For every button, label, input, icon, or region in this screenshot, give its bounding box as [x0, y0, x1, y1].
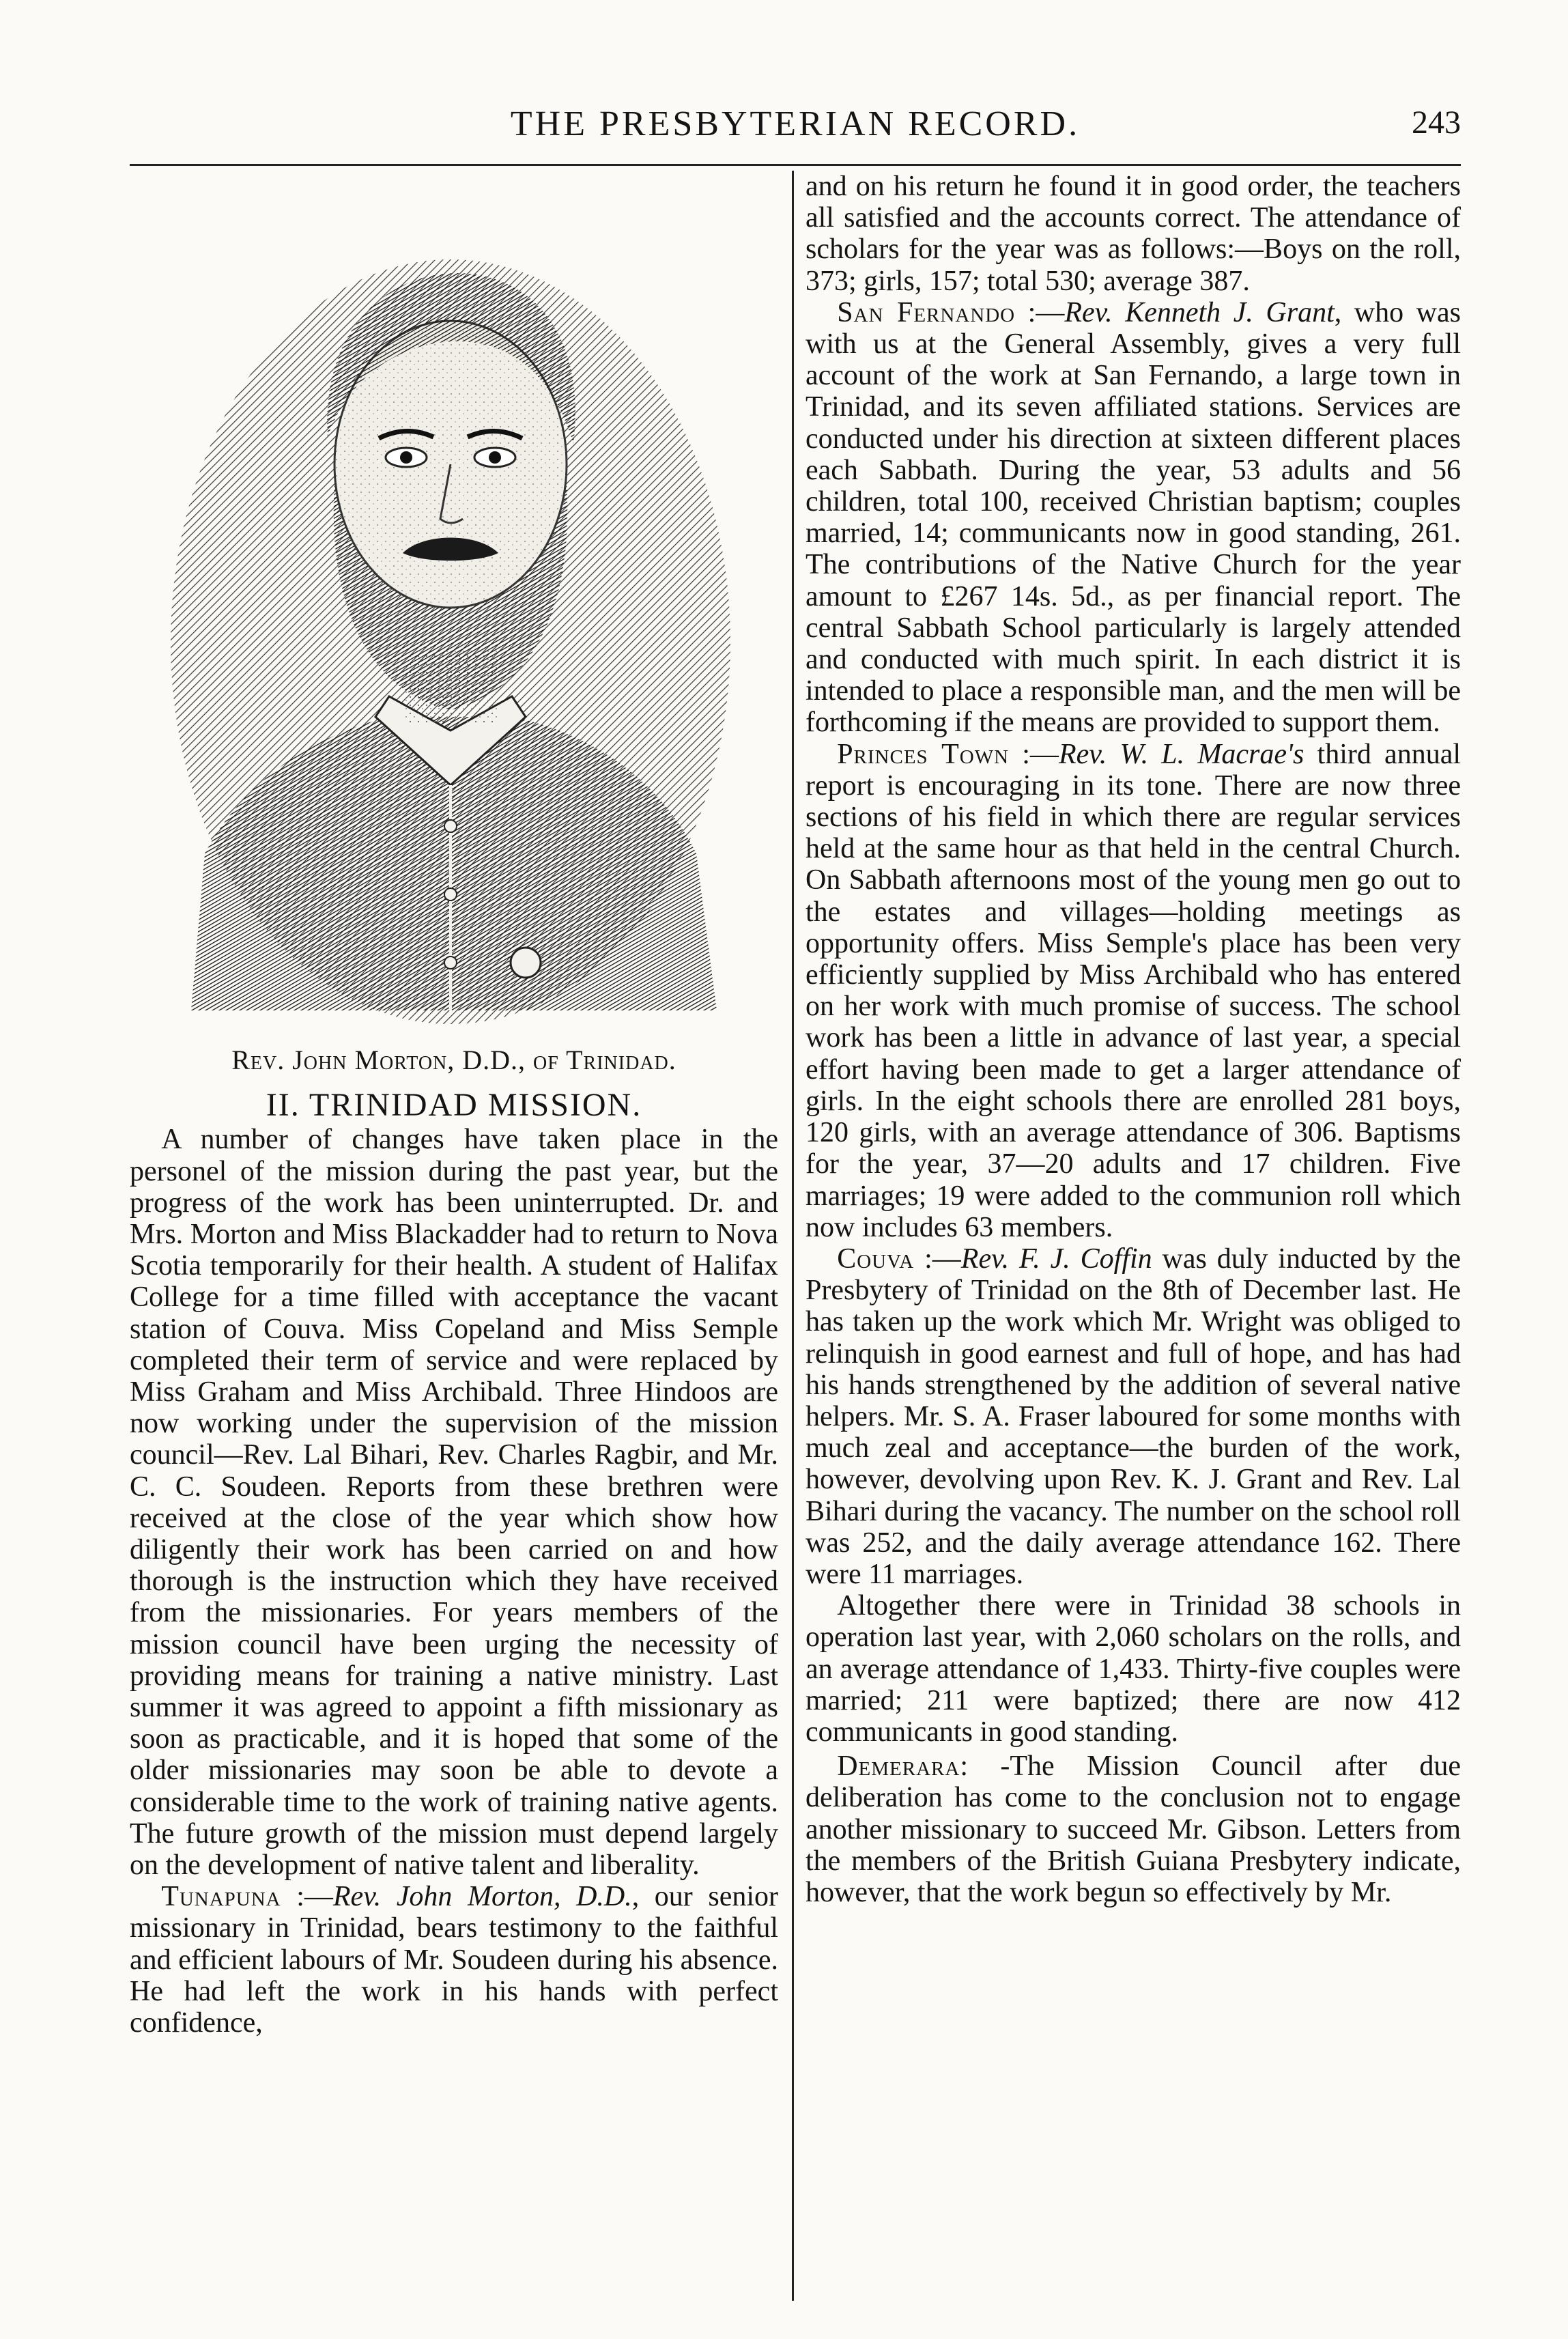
- tunapuna-text: , our senior missionary in Trinidad, bears testimony to the faithful and efficient labours of Mr. Soudeen during his absence. He had left the work in his hands with perfect confidence,: [130, 1881, 779, 2039]
- header-rule: [130, 164, 1461, 166]
- princes-town-author: Rev. W. L. Macrae's: [1058, 738, 1305, 770]
- princes-town-paragraph: Princes Town :—Rev. W. L. Macrae's third annual report is encouraging in its tone. There are now three sections of his field in which there are regular services held at the same hour as that held in the central Church. On Sabbath afternoons most of the young men go out to the estates and villages—holding meetings as opportunity offers. Miss Semple's place has been very efficiently supplied by Miss Archibald who has entered on her work with much promise of success. The school work has been a little in advance of last year, a special effort having been made to get a larger attendance of girls. In the eight schools there are enrolled 281 boys, 120 girls, with an average attendance of 306. Baptisms for the year, 37—20 adults and 17 children. Five marriages; 19 were added to the communion roll which now includes 63 members.: [806, 738, 1462, 1243]
- portrait-engraving: [130, 171, 778, 1045]
- continuation-paragraph: and on his return he found it in good order, the teachers all satisfied and the accounts correct. The attendance of scholars for the year was as follows:—Boys on the roll, 373; girls, 157; total 530; average 387.: [806, 171, 1461, 297]
- couva-paragraph: Couva :—Rev. F. J. Coffin was duly inducted by the Presbytery of Trinidad on the 8th of December last. He has taken up the work which Mr. Wright was obliged to relinquish in good earnest and full of hope, and has had his hands strengthened by the addition of several native helpers. Mr. S. A. Fraser laboured for some months with much zeal and acceptance—the burden of the work, however, devolving upon Rev. K. J. Grant and Rev. Lal Bihari during the vacancy. The number on the school roll was 252, and the daily average attendance 162. There were 11 marriages.: [806, 1243, 1461, 1590]
- san-fernando-paragraph: San Fernando :—Rev. Kenneth J. Grant, who was with us at the General Assembly, gives a very full account of the work at San Fernando, a large town in Trinidad, and its seven affiliated stations. Services are conducted under his direction at sixteen different places each Sabbath. During the year, 53 adults and 56 children, total 100, received Christian baptism; couples married, 14; communicants now in good standing, 261. The contributions of the Native Church for the year amount to £267 14s. 5d., as per financial report. The central Sabbath School particularly is largely attended and conducted with much spirit. In each district it is intended to place a responsible man, and the men will be forthcoming if the means are provided to support them.: [806, 296, 1461, 739]
- tunapuna-author: Rev. John Morton, D.D.: [332, 1881, 632, 1913]
- san-fernando-author: Rev. Kenneth J. Grant: [1064, 296, 1335, 328]
- demerara-paragraph: [806, 1750, 1461, 1908]
- summary-paragraph: Altogether there were in Trinidad 38 schools in operation last year, with 2,060 scholars on the rolls, and an average attendance of 1,433. Thirty-five couples were married; 211 were baptized; there are now 412 communicants in good standing.: [806, 1590, 1461, 1748]
- couva-author: Rev. F. J. Coffin: [960, 1243, 1152, 1275]
- portrait-illustration: [130, 171, 778, 1045]
- demerara-label: Demerara: [837, 1750, 960, 1783]
- princes-town-text: third annual report is encouraging in its tone. There are now three sections of his field in which there are regular services held at the same hour as that held in the central Church. On Sabbath afternoons most of the young men go out to the estates and villages—holding meetings as opportunity offers. Miss Semple's place has been very efficiently supplied by Miss Archibald who has entered on her work with much promise of success. The school work has been a little in advance of last year, a special effort having been made to get a larger attendance of girls. In the eight schools there are enrolled 281 boys, 120 girls, with an average attendance of 306. Baptisms for the year, 37—20 adults and 17 children. Five marriages; 19 were added to the communion roll which now includes 63 members.: [806, 738, 1462, 1243]
- princes-town-label: Princes Town: [837, 738, 1010, 770]
- tunapuna-paragraph: Tunapuna :—Rev. John Morton, D.D., our senior missionary in Trinidad, bears testimony to the faithful and efficient labours of Mr. Soudeen during his absence. He had left the work in his hands with perfect confidence,: [130, 1881, 779, 2039]
- san-fernando-label: San Fernando: [837, 296, 1016, 328]
- couva-label: Couva: [837, 1243, 915, 1275]
- journal-title: THE PRESBYTERIAN RECORD.: [510, 104, 1081, 143]
- tunapuna-label: Tunapuna: [161, 1881, 281, 1913]
- right-column: [806, 171, 1461, 1908]
- section-heading: II. TRINIDAD MISSION.: [266, 1087, 642, 1124]
- intro-paragraph: A number of changes have taken place in the personel of the mission during the past year, but the progress of the work has been uninterrupted. Dr. and Mrs. Morton and Miss Blackadder had to return to Nova Scotia temporarily for their health. A student of Halifax College for a time filled with acceptance the vacant station of Couva. Miss Copeland and Miss Semple completed their term of service and were replaced by Miss Graham and Miss Archibald. Three Hindoos are now working under the supervision of the mission council—Rev. Lal Bihari, Rev. Charles Ragbir, and Mr. C. C. Soudeen. Reports from these brethren were received at the close of the year which show how diligently their work has been carried on and how thorough is the instruction which they have received from the missionaries. For years members of the mission council have been urging the necessity of providing means for training a native ministry. Last summer it was agreed to appoint a fifth missionary as soon as practicable, and it is hoped that some of the older missionaries may soon be able to devote a considerable time to the work of training native agents. The future growth of the mission must depend largely on the development of native talent and liberality.: [130, 1124, 778, 1882]
- left-column: [130, 171, 778, 2039]
- running-header: [130, 104, 1461, 152]
- couva-text: was duly inducted by the Presbytery of Trinidad on the 8th of December last. He has taken up the work which Mr. Wright was obliged to relinquish in good earnest and full of hope, and has had his hands strengthened by the addition of several native helpers. Mr. S. A. Fraser laboured for some months with much zeal and acceptance—the burden of the work, however, devolving upon Rev. K. J. Grant and Rev. Lal Bihari during the vacancy. The number on the school roll was 252, and the daily average attendance 162. There were 11 marriages.: [806, 1243, 1461, 1590]
- column-divider: [792, 171, 794, 2301]
- san-fernando-text: , who was with us at the General Assembly, gives a very full account of the work at San Fernando, a large town in Trinidad, and its seven affiliated stations. Services are conducted under his direction at sixteen different places each Sabbath. During the year, 53 adults and 56 children, total 100, received Christian baptism; couples married, 14; communicants now in good standing, 261. The contributions of the Native Church for the year amount to £267 14s. 5d., as per financial report. The central Sabbath School particularly is largely attended and conducted with much spirit. In each district it is intended to place a responsible man, and the men will be forthcoming if the means are provided to support them.: [806, 296, 1461, 739]
- page-number: 243: [1412, 104, 1461, 141]
- portrait-caption: Rev. John Morton, D.D., of Trinidad.: [231, 1045, 676, 1075]
- demerara-text: : -The Mission Council after due deliberation has come to the conclusion not to engage another missionary to succeed Mr. Gibson. Letters from the members of the British Guiana Presbytery indicate, however, that the work begun so effectively by Mr.: [806, 1750, 1461, 1908]
